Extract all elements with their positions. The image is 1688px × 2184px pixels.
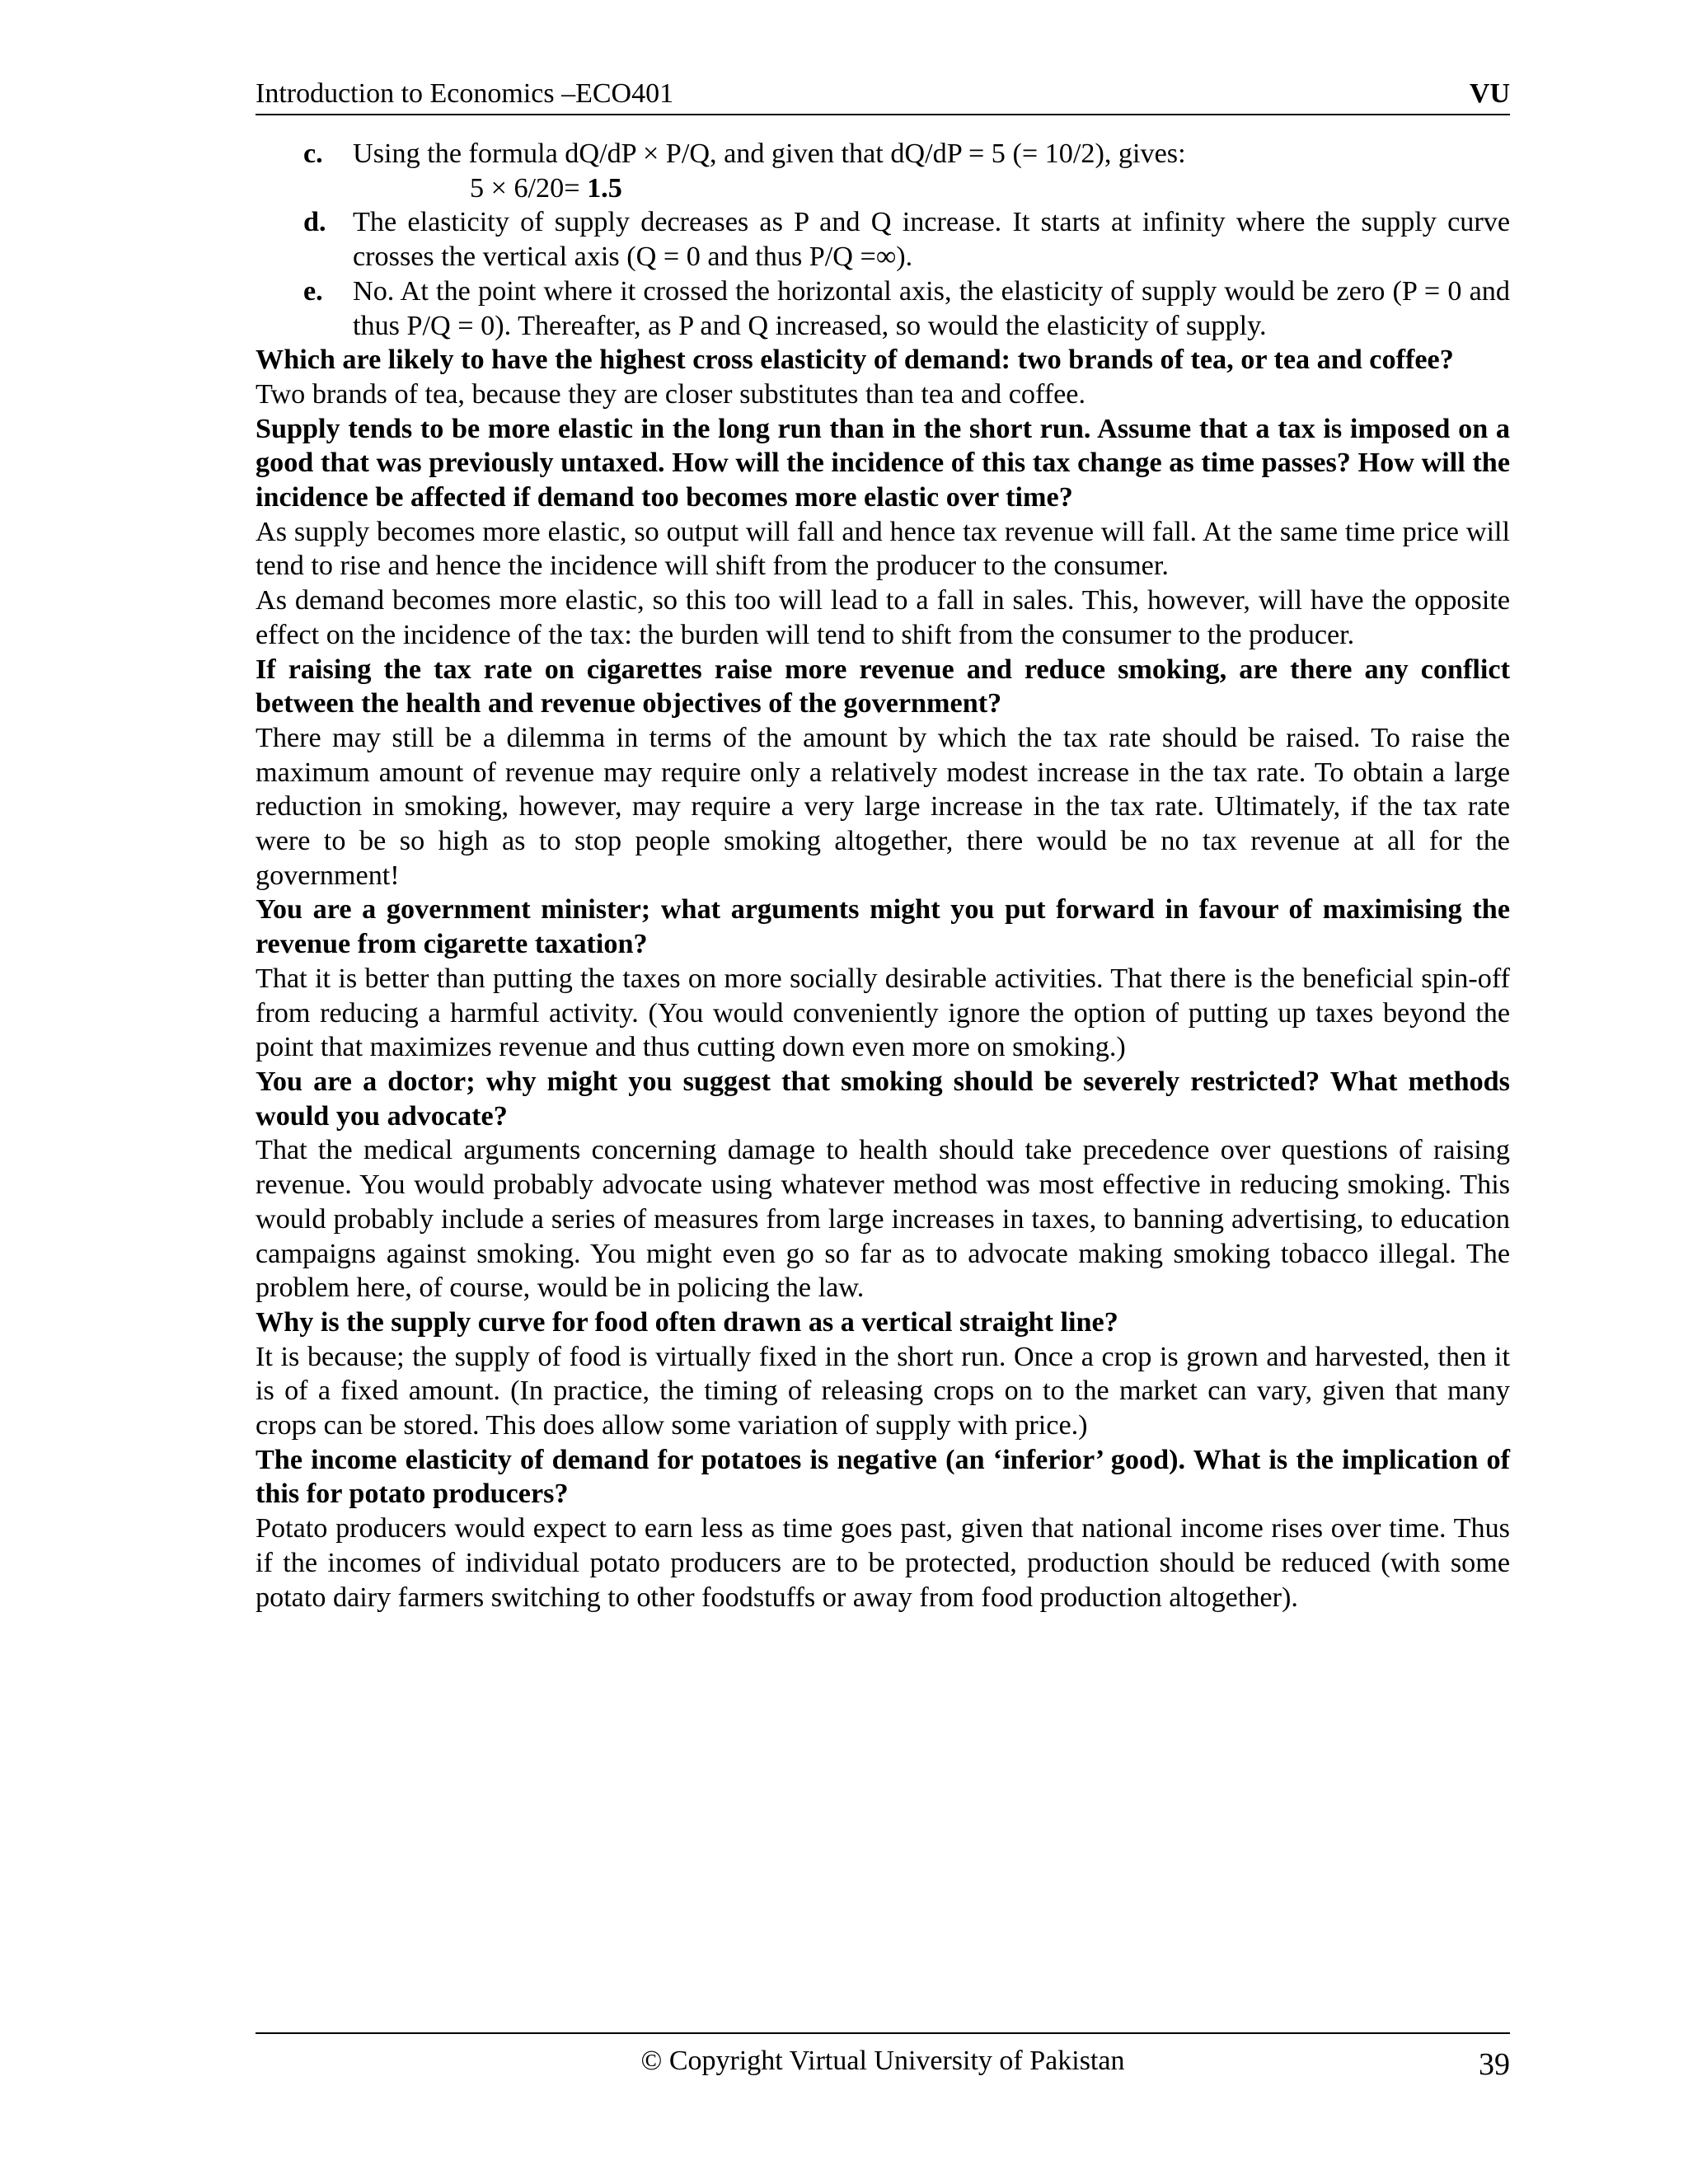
page-number: 39: [1479, 2047, 1510, 2082]
page-content: [256, 137, 1510, 1615]
item-text: The elasticity of supply decreases as P and Q increase. It starts at infinity where the supply curve crosses the vertical axis (Q = 0 and thus P/Q =∞).: [353, 207, 1510, 273]
course-title: Introduction to Economics –ECO401: [256, 78, 674, 109]
answer-paragraph: It is because; the supply of food is virtually fixed in the short run. Once a crop is grown and harvested, then it is of a fixed amount. (In practice, the timing of releasing crops on to the market can vary, given that many crops can be stored. This does allow some variation of supply with price.): [256, 1341, 1510, 1441]
answer-item-c: [256, 137, 1510, 171]
answer-paragraph: Potato producers would expect to earn less as time goes past, given that national income rises over time. Thus if the incomes of individual potato producers are to be protected, production should be reduced (with some potato dairy farmers switching to other foodstuffs or away from food production altogether).: [256, 1513, 1510, 1613]
answer-paragraph: That the medical arguments concerning damage to health should take precedence over questions of raising revenue. You would probably advocate using whatever method was most effective in reducing smoking. This would probably include a series of measures from large increases in taxes, to banning advertising, to education campaigns against smoking. You might even go so far as to advocate making smoking tobacco illegal. The problem here, of course, would be in policing the law.: [256, 1135, 1510, 1304]
question-cigarette-tax-conflict: If raising the tax rate on cigarettes raise more revenue and reduce smoking, are there any conflict between the health and revenue objectives of the government?: [256, 654, 1510, 719]
item-label: e.: [303, 275, 323, 307]
item-text: Using the formula dQ/dP × P/Q, and given that dQ/dP = 5 (= 10/2), gives:: [353, 138, 1186, 169]
answer-paragraph: As supply becomes more elastic, so output will fall and hence tax revenue will fall. At the same time price will tend to rise and hence the incidence will shift from the producer to the consumer.: [256, 516, 1510, 582]
answer-item-d: [256, 205, 1510, 274]
footer-divider: [256, 2032, 1510, 2034]
question-tax-incidence: Supply tends to be more elastic in the long run than in the short run. Assume that a tax is imposed on a good that was previously untaxed. How will the incidence of this tax change as time passes? How will the incidence be affected if demand too becomes more elastic over time?: [256, 413, 1510, 513]
university-mark: VU: [1469, 78, 1510, 109]
formula-line: [256, 171, 1510, 206]
item-label: c.: [303, 138, 323, 169]
answer-paragraph: Two brands of tea, because they are closer substitutes than tea and coffee.: [256, 378, 1086, 410]
question-potato-income-elasticity: The income elasticity of demand for potatoes is negative (an ‘inferior’ good). What is the implication of this for potato producers?: [256, 1444, 1510, 1510]
answer-paragraph: That it is better than putting the taxes on more socially desirable activities. That there is the beneficial spin-off from reducing a harmful activity. (You would conveniently ignore the option of putting up taxes beyond the point that maximizes revenue and thus cutting down even more on smoking.): [256, 963, 1510, 1063]
item-label: d.: [303, 207, 326, 238]
page-header: [256, 77, 1510, 115]
formula-result: 1.5: [587, 172, 622, 204]
footer-copyright: © Copyright Virtual University of Pakistan: [640, 2046, 1125, 2076]
question-doctor: You are a doctor; why might you suggest that smoking should be severely restricted? What methods would you advocate?: [256, 1066, 1510, 1132]
answer-paragraph: There may still be a dilemma in terms of the amount by which the tax rate should be raised. To raise the maximum amount of revenue may require only a relatively modest increase in the tax rate. To obtain a large reduction in smoking, however, may require a very large increase in the tax rate. Ultimately, if the tax rate were to be so high as to stop people smoking altogether, there would be no tax revenue at all for the government!: [256, 722, 1510, 891]
question-cross-elasticity: Which are likely to have the highest cross elasticity of demand: two brands of tea, or tea and coffee?: [256, 344, 1454, 376]
question-food-supply-curve: Why is the supply curve for food often drawn as a vertical straight line?: [256, 1306, 1118, 1338]
question-government-minister: You are a government minister; what arguments might you put forward in favour of maximising the revenue from cigarette taxation?: [256, 894, 1510, 960]
formula-expression: 5 × 6/20=: [470, 172, 580, 204]
answer-item-e: [256, 274, 1510, 343]
item-text: No. At the point where it crossed the horizontal axis, the elasticity of supply would be zero (P = 0 and thus P/Q = 0). Thereafter, as P and Q increased, so would the elasticity of supply.: [353, 275, 1510, 341]
answer-paragraph: As demand becomes more elastic, so this too will lead to a fall in sales. This, however, will have the opposite effect on the incidence of the tax: the burden will tend to shift from the consumer to the producer.: [256, 585, 1510, 650]
